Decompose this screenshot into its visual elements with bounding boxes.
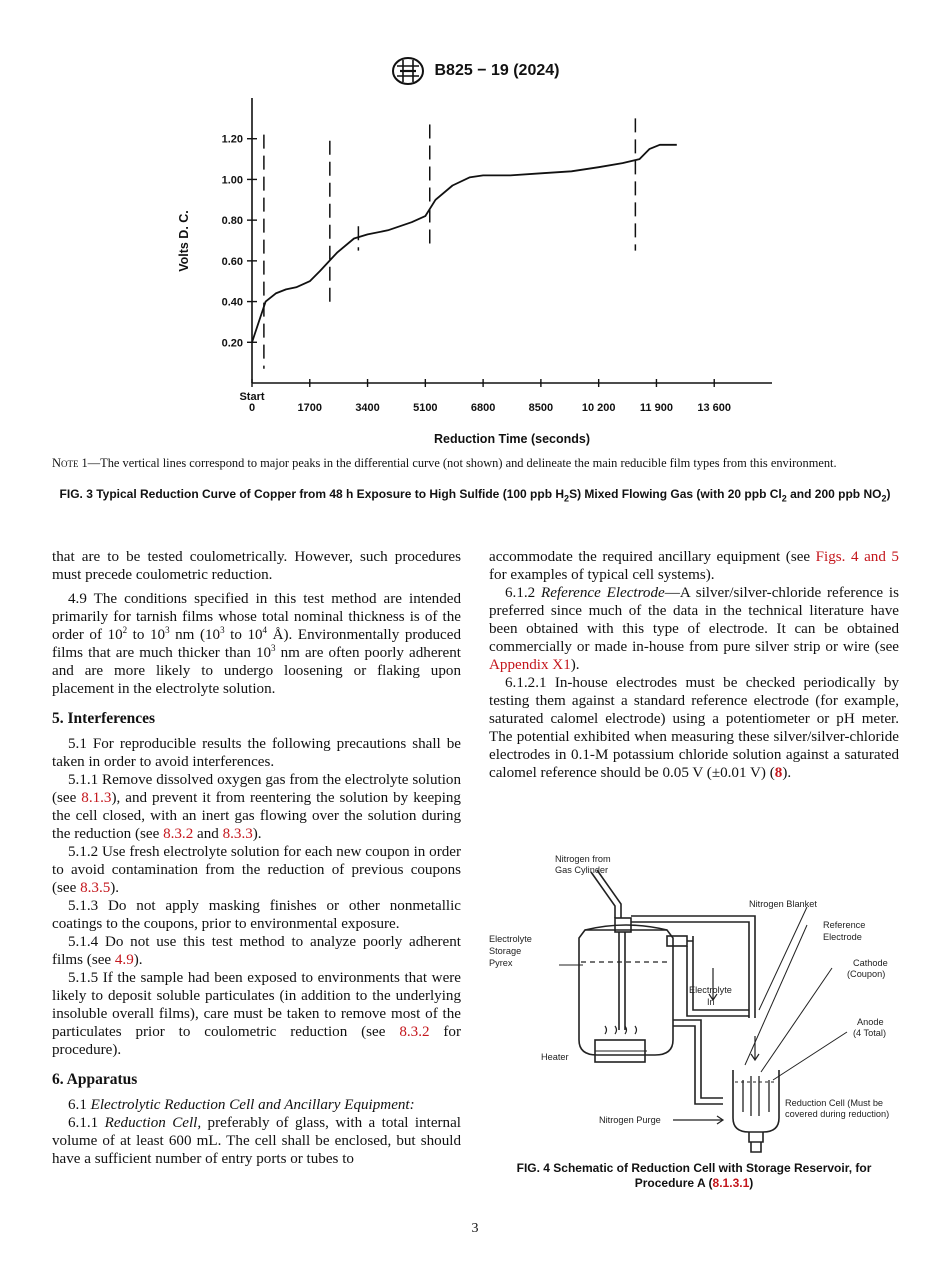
paragraph-6-1-1: 6.1.1 Reduction Cell, preferably of glass, with a total internal volume of at least 600 mL. The cell shall be enclosed, but should have a sufficient number of entry ports or tubes to: [52, 1115, 461, 1167]
x-tick-label: 10 200: [581, 402, 616, 414]
y-tick-label: 0.60: [221, 255, 243, 268]
label-electrolyte-storage-2: Storage: [489, 946, 522, 956]
ref-link-8-1-3-1[interactable]: 8.1.3.1: [712, 1176, 750, 1190]
note-label: Note: [52, 456, 79, 470]
label-reference: Reference: [823, 920, 866, 930]
paragraph-6-1-2-1: 6.1.2.1 In-house electrodes must be checked periodically by testing them against a standard reference electrode (for example, saturated calomel electrode) using a potentiometer or pH meter. The potential exhibited when measuring these silver/silver-chloride electrodes in 0.1-M potassium chloride solution against a saturated calomel reference should be 0.05 V (±0.01 V) (8).: [489, 675, 899, 781]
label-reduction-cell-1: Reduction Cell (Must be: [785, 1098, 884, 1108]
label-electrolyte-in-1: Electrolyte: [689, 985, 732, 995]
y-axis-label: Volts D. C.: [177, 210, 191, 272]
paragraph-continuation: that are to be tested coulometrically. However, such procedures must precede coulometric reduction.: [52, 549, 461, 583]
reduction-curve-line: [252, 145, 677, 342]
x-axis-label: Reduction Time (seconds): [433, 432, 591, 446]
ref-link-8-3-2[interactable]: 8.3.2: [163, 826, 194, 842]
label-anode-total: (4 Total): [853, 1028, 887, 1038]
paragraph-6-1-2: 6.1.2 Reference Electrode—A silver/silver-chloride reference is preferred since much of the data in the technical literature have been obtained with this type of electrode. It can be obtained commercially or made in-house from pure silver strip or wire (see Appendix X1).: [489, 585, 900, 673]
astm-logo-icon: [391, 56, 425, 86]
ref-link-8-3-2-b[interactable]: 8.3.2: [399, 1024, 430, 1040]
paragraph-6-1: 6.1 Electrolytic Reduction Cell and Ancillary Equipment:: [68, 1097, 415, 1113]
document-designation: B825 − 19 (2024): [434, 62, 560, 79]
y-tick-label: 1.00: [221, 174, 243, 187]
paragraph-4-9: 4.9 The conditions specified in this test method are intended primarily for tarnish films whose total nominal thickness is of the order of $10^2$ to $10^3$ nm ($10^3$ to $10^4$ Å). Environmentally produced films that are much thicker than $10^3$ nm are often poorly adherent and are more likely to undergo loosening or flaking upon placement in the electrolyte solution.: [52, 591, 462, 697]
x-tick-label: 3400: [355, 402, 380, 414]
x-tick-label: 13 600: [697, 402, 732, 414]
paragraph-continuation-right: accommodate the required ancillary equipment (see Figs. 4 and 5 for examples of typical cell systems).: [489, 549, 899, 583]
ref-link-8-3-3[interactable]: 8.3.3: [222, 826, 253, 842]
ref-link-8[interactable]: 8: [774, 765, 783, 781]
ref-link-8-1-3[interactable]: 8.1.3: [81, 790, 112, 806]
x-tick-label: 5100: [413, 402, 438, 414]
label-cathode: Cathode: [853, 958, 888, 968]
y-tick-label: 1.20: [221, 133, 243, 146]
paragraph-5-1-3: 5.1.3 Do not apply masking finishes or other nonmetallic coatings to the coupons, prior to environmental exposure.: [52, 898, 461, 932]
paragraph-5-1-2: 5.1.2 Use fresh electrolyte solution for each new coupon in order to avoid contamination from the reduction of previous coupons (see 8.3.5).: [52, 844, 461, 896]
label-electrolyte-in-2: In: [707, 997, 715, 1007]
x-tick-label: 8500: [528, 402, 554, 414]
reduction-cell-schematic: [487, 850, 899, 1155]
x-tick-label: 11 900: [639, 402, 673, 414]
ref-link-8-3-5[interactable]: 8.3.5: [80, 880, 111, 896]
x-tick-label: 1700: [297, 402, 323, 414]
section-heading-apparatus: 6. Apparatus: [52, 1071, 138, 1088]
paragraph-5-1-5: 5.1.5 If the sample had been exposed to environments that were likely to deposit soluble particulates (in addition to the underlying insoluble overall films), care must be taken to remove most of the particulates prior to coulometric reduction (see 8.3.2 for procedure).: [52, 970, 461, 1058]
figure-3-caption: FIG. 3 Typical Reduction Curve of Copper from 48 h Exposure to High Sulfide (100 ppb $H_2S$) Mixed Flowing Gas (with 20 ppb $Cl_2$ and 200 ppb $NO_2$): [59, 487, 891, 504]
label-nitrogen-purge: Nitrogen Purge: [599, 1115, 661, 1125]
label-electrolyte-storage-1: Electrolyte: [489, 934, 532, 944]
right-column: [489, 548, 899, 782]
ref-link-appendix-x1[interactable]: Appendix X1: [489, 657, 571, 673]
page-number: 3: [471, 1221, 479, 1236]
figure-4-caption: FIG. 4 Schematic of Reduction Cell with Storage Reservoir, for Procedure A (8.1.3.1): [516, 1161, 872, 1190]
note-text: 1—The vertical lines correspond to major peaks in the differential curve (not shown) and delineate the main reducible film types from this environment.: [78, 456, 837, 470]
x-tick-label: 0: [248, 402, 256, 414]
left-column: [52, 548, 461, 1168]
label-anode: Anode: [857, 1017, 884, 1027]
label-heater: Heater: [541, 1052, 569, 1062]
figure-note: [52, 456, 898, 470]
ref-link-figs-4-5[interactable]: Figs. 4 and 5: [815, 549, 899, 565]
y-tick-label: 0.20: [221, 337, 243, 350]
label-gas-cylinder: Gas Cylinder: [555, 865, 609, 875]
paragraph-5-1-4: 5.1.4 Do not use this test method to analyze poorly adherent films (see 4.9).: [52, 934, 461, 968]
x-start-label: Start: [239, 391, 265, 403]
label-electrolyte-storage-3: Pyrex: [489, 958, 513, 968]
reduction-curve-chart: [170, 92, 790, 452]
label-electrode: Electrode: [823, 932, 862, 942]
x-tick-label: 6800: [470, 402, 496, 414]
paragraph-5-1: 5.1 For reproducible results the following precautions shall be taken in order to avoid interferences.: [52, 736, 461, 770]
label-nitrogen-from: Nitrogen from: [555, 854, 611, 864]
label-coupon: (Coupon): [847, 969, 886, 979]
section-heading-interferences: 5. Interferences: [52, 710, 156, 727]
page-header: [0, 56, 950, 86]
label-nitrogen-blanket: Nitrogen Blanket: [749, 899, 817, 909]
paragraph-5-1-1: 5.1.1 Remove dissolved oxygen gas from the electrolyte solution (see 8.1.3), and prevent it from reentering the solution by keeping the cell closed, with an inert gas flowing over the solution during the reduction (see 8.3.2 and 8.3.3).: [52, 772, 461, 842]
y-tick-label: 0.80: [221, 215, 243, 228]
y-tick-label: 0.40: [221, 296, 243, 309]
ref-link-4-9[interactable]: 4.9: [114, 952, 134, 968]
label-reduction-cell-2: covered during reduction): [785, 1109, 890, 1119]
